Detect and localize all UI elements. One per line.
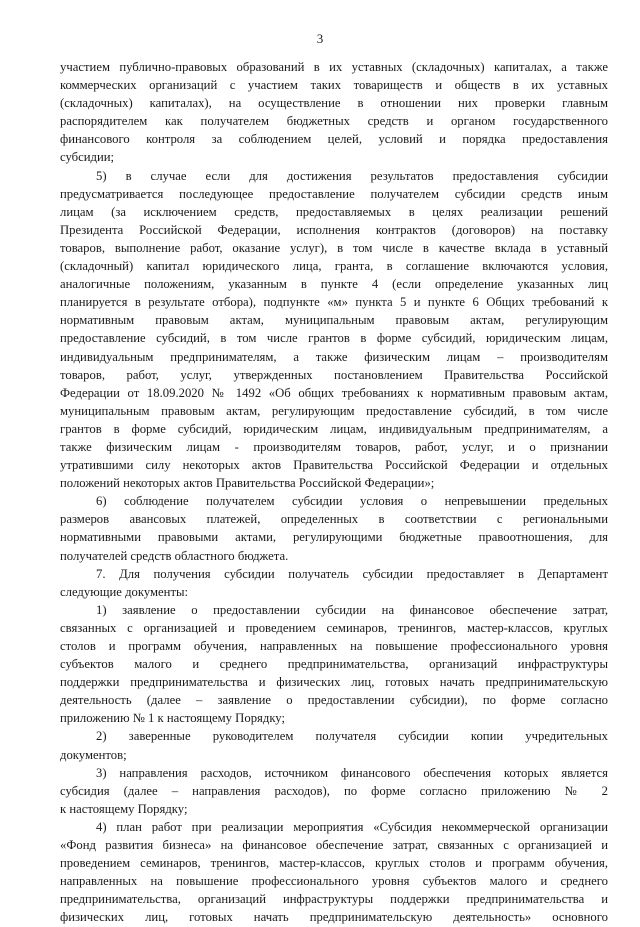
text-line: нормативными правовыми актами, регулирующими бюджетные правоотношения, для (60, 530, 608, 545)
text-line: приложению № 1 к настоящему Порядку; (60, 711, 286, 726)
text-line: субъектов малого и среднего предпринимательства, организаций инфраструктуры (60, 657, 608, 672)
text-line: 4) план работ при реализации мероприятия «Субсидия некоммерческой организации (96, 819, 608, 834)
text-line: 3) направления расходов, источником финансового обеспечения которых является (96, 765, 608, 780)
text-line: поддержки предпринимательства и физических лиц, готовых начать предпринимательскую (60, 675, 608, 690)
text-line: 1) заявление о предоставлении субсидии на финансовое обеспечение затрат, (96, 602, 608, 617)
text-line: положений некоторых актов Правительства Российской Федерации»; (60, 476, 435, 491)
text-line: связанных с организацией и проведением семинаров, тренингов, мастер-классов, круглых (60, 620, 608, 635)
text-line: проведением семинаров, тренингов, мастер-классов, круглых столов и программ обучения, (60, 856, 608, 871)
text-line: нормативным правовым актам, муниципальным правовым актам, регулирующим (60, 313, 608, 328)
text-line: предоставление субсидий, в том числе грантов в форме субсидий, юридическим лицам, (60, 331, 608, 346)
text-line: товаров, выполнение работ, оказание услуг), в том числе в качестве вклада в уставный (60, 240, 608, 255)
text-line: коммерческих организаций с участием таких товариществ и обществ в их уставных (60, 78, 608, 93)
text-line: деятельность (далее – заявление о предоставлении субсидии), по форме согласно (60, 693, 608, 708)
text-line: предпринимательства, организаций инфраструктуры поддержки предпринимательства и (60, 892, 608, 907)
text-line: 5) в случае если для достижения результатов предоставления субсидии (96, 168, 608, 183)
text-line: направленных на повышение профессионального уровня субъектов малого и среднего (60, 874, 608, 889)
text-line: финансового контроля за соблюдением целей, условий и порядка предоставления (60, 132, 608, 147)
text-line: субсидия (далее – направления расходов), по форме согласно приложению № 2 (60, 783, 608, 798)
text-line: 7. Для получения субсидии получатель субсидии предоставляет в Департамент (96, 566, 608, 581)
text-line: Федерации от 18.09.2020 № 1492 «Об общих требованиях к нормативным правовым актам, (60, 385, 608, 400)
text-line: участием публично-правовых образований в их уставных (складочных) капиталах, а также (60, 60, 608, 74)
text-line: следующие документы: (60, 584, 189, 599)
page-number: 3 (316, 31, 324, 46)
text-line: также физическим лицам - производителям товаров, работ, услуг, и о признании (60, 439, 608, 454)
document-body (60, 58, 608, 927)
text-line: размеров авансовых платежей, определенных в соответствии с региональными (60, 512, 608, 527)
text-line: индивидуальным предпринимателям, а также физическим лицам – производителям (60, 349, 608, 364)
text-line: физических лиц, готовых начать предпринимательскую деятельность» основного (60, 910, 608, 925)
text-line: аналогичные положениям, указанным в пункте 4 (если определение указанных лиц (60, 277, 608, 292)
text-line: субсидии; (60, 150, 115, 165)
text-line: лицам (за исключением средств, предоставляемых в целях реализации решений (60, 204, 608, 219)
text-line: товаров, работ, услуг, утвержденных постановлением Правительства Российской (60, 367, 608, 382)
text-line: предусматривается последующее предоставление получателем субсидии средств иным (60, 186, 608, 201)
text-line: «Фонд развития бизнеса» на финансовое обеспечение затрат, связанных с организацией и (60, 838, 608, 853)
text-line: 6) соблюдение получателем субсидии условия о непревышении предельных (96, 494, 608, 509)
text-line: распорядителем как получателем бюджетных средств и органом государственного (60, 114, 608, 129)
text-line: столов и программ обучения, направленных на повышение профессионального уровня (60, 639, 608, 653)
text-line: получателей средств областного бюджета. (60, 548, 289, 563)
text-line: (складочных) капиталах), на осуществление в отношении них проверки главным (60, 96, 608, 111)
text-line: (складочный) капитал юридического лица, гранта, в соглашение включаются условия, (60, 259, 608, 274)
text-line: к настоящему Порядку; (60, 801, 188, 816)
text-line: Президента Российской Федерации, исполнения контрактов (договоров) на поставку (60, 222, 608, 237)
text-line: документов; (60, 747, 127, 762)
text-line: 2) заверенные руководителем получателя субсидии копии учредительных (96, 729, 608, 744)
text-line: муниципальным правовым актам, регулирующим предоставление субсидий, в том числе (60, 403, 608, 418)
text-line: грантов в форме субсидий, юридическим лицам, индивидуальным предпринимателям, а (60, 421, 608, 436)
text-line: утратившими силу некоторых актов Правительства Российской Федерации и отдельных (60, 458, 608, 473)
text-line: планируется в результате отбора), подпункте «м» пункта 5 и пункте 6 Общих требований к (60, 295, 608, 310)
